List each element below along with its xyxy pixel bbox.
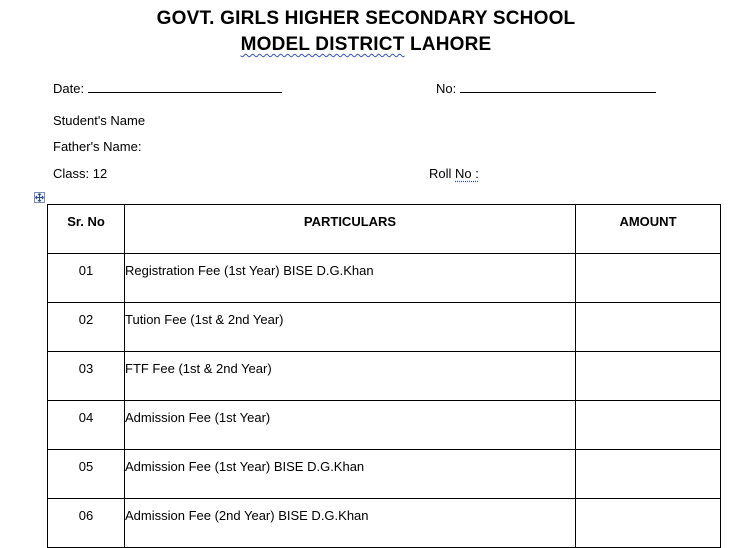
sr-no-cell: 05 [48, 450, 125, 499]
model-district-text: MODEL DISTRICT [240, 34, 405, 55]
particular-cell: Tution Fee (1st & 2nd Year) [125, 303, 576, 352]
amount-cell[interactable] [576, 450, 721, 499]
sr-no-cell: 01 [48, 254, 125, 303]
date-blank-line[interactable] [88, 91, 282, 93]
particular-cell: Admission Fee (1st Year) BISE D.G.Khan [125, 450, 576, 499]
student-name-label: Student's Name [53, 113, 146, 128]
sr-no-cell: 04 [48, 401, 125, 450]
number-blank-line[interactable] [460, 91, 656, 93]
particular-cell: Registration Fee (1st Year) BISE D.G.Khan [125, 254, 576, 303]
number-field [436, 81, 656, 96]
table-row [48, 401, 721, 450]
table-row [48, 450, 721, 499]
table-header-row [48, 205, 721, 254]
table-row [48, 499, 721, 548]
particular-cell: Admission Fee (2nd Year) BISE D.G.Khan [125, 499, 576, 548]
sr-no-header: Sr. No [48, 205, 125, 254]
lahore-text: LAHORE [404, 34, 492, 55]
table-row [48, 303, 721, 352]
number-label: No: [436, 81, 457, 96]
amount-cell[interactable] [576, 401, 721, 450]
school-name-heading: GOVT. GIRLS HIGHER SECONDARY SCHOOL [156, 8, 576, 29]
amount-cell[interactable] [576, 352, 721, 401]
sr-no-cell: 02 [48, 303, 125, 352]
date-field [53, 81, 282, 96]
table-row [48, 352, 721, 401]
table-row [48, 254, 721, 303]
sr-no-cell: 03 [48, 352, 125, 401]
amount-cell[interactable] [576, 254, 721, 303]
particular-cell: Admission Fee (1st Year) [125, 401, 576, 450]
father-name-label: Father's Name: [53, 139, 142, 154]
amount-cell[interactable] [576, 303, 721, 352]
amount-header: AMOUNT [576, 205, 721, 254]
fee-particulars-table [47, 204, 721, 548]
date-label: Date: [53, 81, 85, 96]
particulars-header: PARTICULARS [125, 205, 576, 254]
sr-no-cell: 06 [48, 499, 125, 548]
class-label: Class: 12 [53, 166, 108, 181]
particular-cell: FTF Fee (1st & 2nd Year) [125, 352, 576, 401]
roll-text: Roll [429, 166, 456, 181]
school-location-heading [21, 34, 711, 56]
amount-cell[interactable] [576, 499, 721, 548]
move-arrows-icon[interactable] [34, 192, 45, 203]
roll-no-text: No : [455, 166, 479, 181]
roll-number-label [429, 166, 479, 181]
